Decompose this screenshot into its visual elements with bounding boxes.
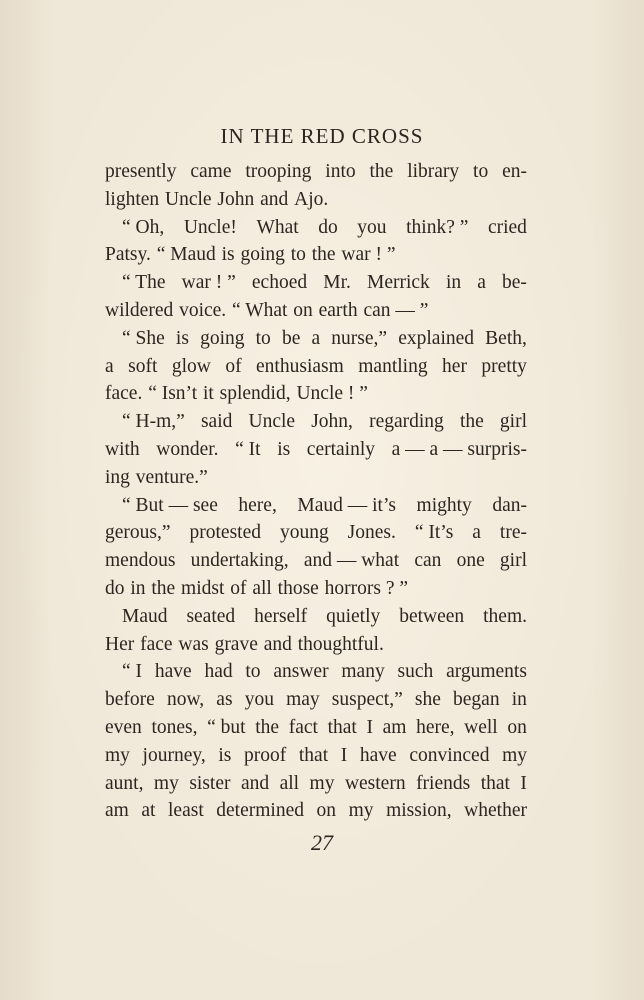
word: had xyxy=(204,661,233,683)
word: it xyxy=(202,383,214,405)
word: least xyxy=(168,800,204,822)
word: that xyxy=(480,772,510,794)
word: grave xyxy=(214,633,258,655)
word: was xyxy=(178,633,209,655)
word: I xyxy=(340,744,348,766)
word: John, xyxy=(311,411,353,433)
word: thoughtful. xyxy=(297,633,384,655)
word: am xyxy=(105,800,129,822)
text-line xyxy=(105,464,527,492)
word: said xyxy=(200,411,233,433)
word: “ But — see xyxy=(122,494,218,516)
word: mendous xyxy=(105,550,176,572)
word: journey, xyxy=(142,744,206,766)
word: “ H-m,” xyxy=(122,411,185,433)
word: such xyxy=(397,661,434,683)
text-line xyxy=(105,686,527,714)
text-line xyxy=(105,714,527,742)
text-line xyxy=(105,297,527,325)
word: Uncle! xyxy=(183,216,237,238)
word: “ She xyxy=(122,327,165,349)
text-line xyxy=(105,269,527,297)
text-line xyxy=(105,797,527,825)
text-line xyxy=(105,353,527,381)
word: “ but xyxy=(207,716,246,738)
word: of xyxy=(230,577,247,599)
word: a xyxy=(477,272,486,294)
word: can — ” xyxy=(363,299,429,321)
word: going xyxy=(240,244,285,266)
word: western xyxy=(344,772,406,794)
word: mission, xyxy=(386,800,452,822)
word: before xyxy=(105,689,155,711)
word: in xyxy=(445,272,462,294)
body-text xyxy=(105,158,527,825)
word: echoed xyxy=(251,272,308,294)
word: you xyxy=(357,216,387,238)
word: is xyxy=(175,327,189,349)
word: is xyxy=(221,244,235,266)
word: between xyxy=(399,605,465,627)
word: and xyxy=(240,772,270,794)
word: library xyxy=(407,161,460,182)
word: even xyxy=(105,716,142,738)
running-head: IN THE RED CROSS xyxy=(220,124,424,148)
word: them. xyxy=(483,605,527,627)
word: voice. xyxy=(179,299,227,321)
word: the xyxy=(151,577,176,599)
word: answer xyxy=(273,661,329,683)
word: pretty xyxy=(481,355,527,377)
word: friends xyxy=(416,772,471,794)
word: face. xyxy=(105,383,143,405)
text-line xyxy=(105,492,527,520)
word: the xyxy=(369,161,394,182)
word: to xyxy=(245,661,261,683)
word: my xyxy=(502,744,527,766)
word: a xyxy=(472,522,481,544)
word: Uncle xyxy=(165,188,212,210)
word: arguments xyxy=(446,661,527,683)
word: Maud — it’s xyxy=(297,494,396,516)
word: gerous,” xyxy=(105,522,171,544)
word: be- xyxy=(502,272,527,294)
word: suspect,” xyxy=(331,689,403,711)
word: well xyxy=(464,716,498,738)
word: be xyxy=(281,327,301,349)
word: the xyxy=(255,716,280,738)
word: in xyxy=(511,689,527,711)
word: herself xyxy=(254,605,308,627)
word: of xyxy=(225,355,242,377)
word: have xyxy=(154,661,192,683)
word: fact xyxy=(288,716,318,738)
word: have xyxy=(359,744,397,766)
word: earth xyxy=(318,299,358,321)
word: to xyxy=(255,327,271,349)
word: to xyxy=(473,161,489,182)
word: Beth, xyxy=(485,327,527,349)
word: going xyxy=(200,327,245,349)
word: she xyxy=(414,689,441,711)
word: and — what xyxy=(303,550,400,572)
word: aunt, xyxy=(105,772,144,794)
word: young xyxy=(279,522,329,544)
word: came xyxy=(190,161,232,182)
word: war ! ” xyxy=(341,244,396,266)
word: “ The xyxy=(122,272,166,294)
word: Ajo. xyxy=(294,188,329,210)
word: began xyxy=(453,689,500,711)
text-line xyxy=(105,631,527,659)
word: my xyxy=(105,744,130,766)
word: girl xyxy=(499,411,527,433)
word: Jones. xyxy=(347,522,396,544)
word: war ! ” xyxy=(181,272,236,294)
word: “ Isn’t xyxy=(148,383,198,405)
text-line xyxy=(105,325,527,353)
word: “ Maud xyxy=(156,244,216,266)
text-line xyxy=(105,380,527,408)
word: Uncle xyxy=(248,411,296,433)
word: am xyxy=(382,716,407,738)
word: and xyxy=(263,633,292,655)
word: Patsy. xyxy=(105,244,151,266)
word: on xyxy=(507,716,527,738)
text-line xyxy=(105,186,527,214)
word: my xyxy=(309,772,335,794)
word: determined xyxy=(216,800,304,822)
word: all xyxy=(279,772,300,794)
text-line xyxy=(105,519,527,547)
word: certainly xyxy=(306,438,376,460)
word: Uncle ! ” xyxy=(296,383,368,405)
text-line xyxy=(105,241,527,269)
word: wonder. xyxy=(156,438,219,460)
word: “ I xyxy=(122,661,143,683)
text-line xyxy=(105,575,527,603)
word: those xyxy=(277,577,319,599)
word: at xyxy=(141,800,156,822)
word: John xyxy=(217,188,255,210)
word: glow xyxy=(171,355,211,377)
word: tones, xyxy=(151,716,198,738)
word: splendid, xyxy=(219,383,291,405)
word: that xyxy=(298,744,329,766)
word: sister xyxy=(189,772,231,794)
text-line xyxy=(105,158,527,186)
word: venture.” xyxy=(135,466,208,488)
word: to xyxy=(290,244,306,266)
word: a xyxy=(105,355,114,377)
word: soft xyxy=(128,355,158,377)
text-line xyxy=(105,770,527,798)
word: is xyxy=(277,438,291,460)
word: Her xyxy=(105,633,135,655)
word: nurse,” xyxy=(331,327,388,349)
text-line xyxy=(105,547,527,575)
word: protested xyxy=(189,522,261,544)
word: my xyxy=(153,772,179,794)
word: proof xyxy=(244,744,287,766)
word: the xyxy=(311,244,336,266)
word: regarding xyxy=(369,411,444,433)
word: whether xyxy=(464,800,527,822)
word: “ It xyxy=(235,438,261,460)
word: girl xyxy=(499,550,527,572)
word: seated xyxy=(186,605,236,627)
word: I xyxy=(366,716,373,738)
word: explained xyxy=(398,327,475,349)
text-line xyxy=(105,214,527,242)
text-line xyxy=(105,436,527,464)
word: Mr. xyxy=(323,272,351,294)
word: What xyxy=(256,216,299,238)
word: is xyxy=(218,744,232,766)
word: Maud xyxy=(122,605,168,627)
word: quietly xyxy=(326,605,381,627)
word: lighten xyxy=(105,188,160,210)
word: many xyxy=(341,661,385,683)
word: in xyxy=(130,577,146,599)
word: face xyxy=(140,633,173,655)
word: into xyxy=(325,161,356,182)
word: I xyxy=(520,772,527,794)
word: all xyxy=(252,577,272,599)
word: dan- xyxy=(492,494,527,516)
page-number: 27 xyxy=(311,830,333,855)
word: convinced xyxy=(409,744,490,766)
word: ing xyxy=(105,466,130,488)
word: think? ” xyxy=(406,216,469,238)
text-line xyxy=(105,742,527,770)
word: enthusiasm xyxy=(256,355,344,377)
word: now, xyxy=(166,689,205,711)
word: a xyxy=(311,327,321,349)
word: with xyxy=(105,438,140,460)
word: presently xyxy=(105,161,177,182)
word: “ It’s xyxy=(414,522,454,544)
word: wildered xyxy=(105,299,174,321)
word: her xyxy=(442,355,467,377)
word: on xyxy=(293,299,313,321)
word: and xyxy=(260,188,289,210)
word: on xyxy=(316,800,337,822)
word: can xyxy=(414,550,442,572)
word: trooping xyxy=(245,161,312,182)
word: you xyxy=(244,689,274,711)
text-line xyxy=(105,603,527,631)
word: that xyxy=(327,716,357,738)
word: may xyxy=(286,689,320,711)
word: mantling xyxy=(358,355,428,377)
word: as xyxy=(216,689,233,711)
word: cried xyxy=(487,216,527,238)
word: the xyxy=(459,411,484,433)
text-line xyxy=(105,408,527,436)
word: mighty xyxy=(416,494,472,516)
word: Merrick xyxy=(367,272,430,294)
word: do xyxy=(105,577,125,599)
word: “ What xyxy=(232,299,288,321)
word: midst xyxy=(181,577,225,599)
word: one xyxy=(456,550,485,572)
word: my xyxy=(348,800,374,822)
word: tre- xyxy=(499,522,527,544)
word: do xyxy=(318,216,338,238)
word: “ Oh, xyxy=(122,216,165,238)
word: undertaking, xyxy=(190,550,289,572)
word: horrors ? ” xyxy=(324,577,409,599)
text-line xyxy=(105,658,527,686)
word: en- xyxy=(502,161,527,182)
word: a — a — surpris- xyxy=(391,438,527,460)
word: here, xyxy=(416,716,455,738)
word: here, xyxy=(238,494,277,516)
